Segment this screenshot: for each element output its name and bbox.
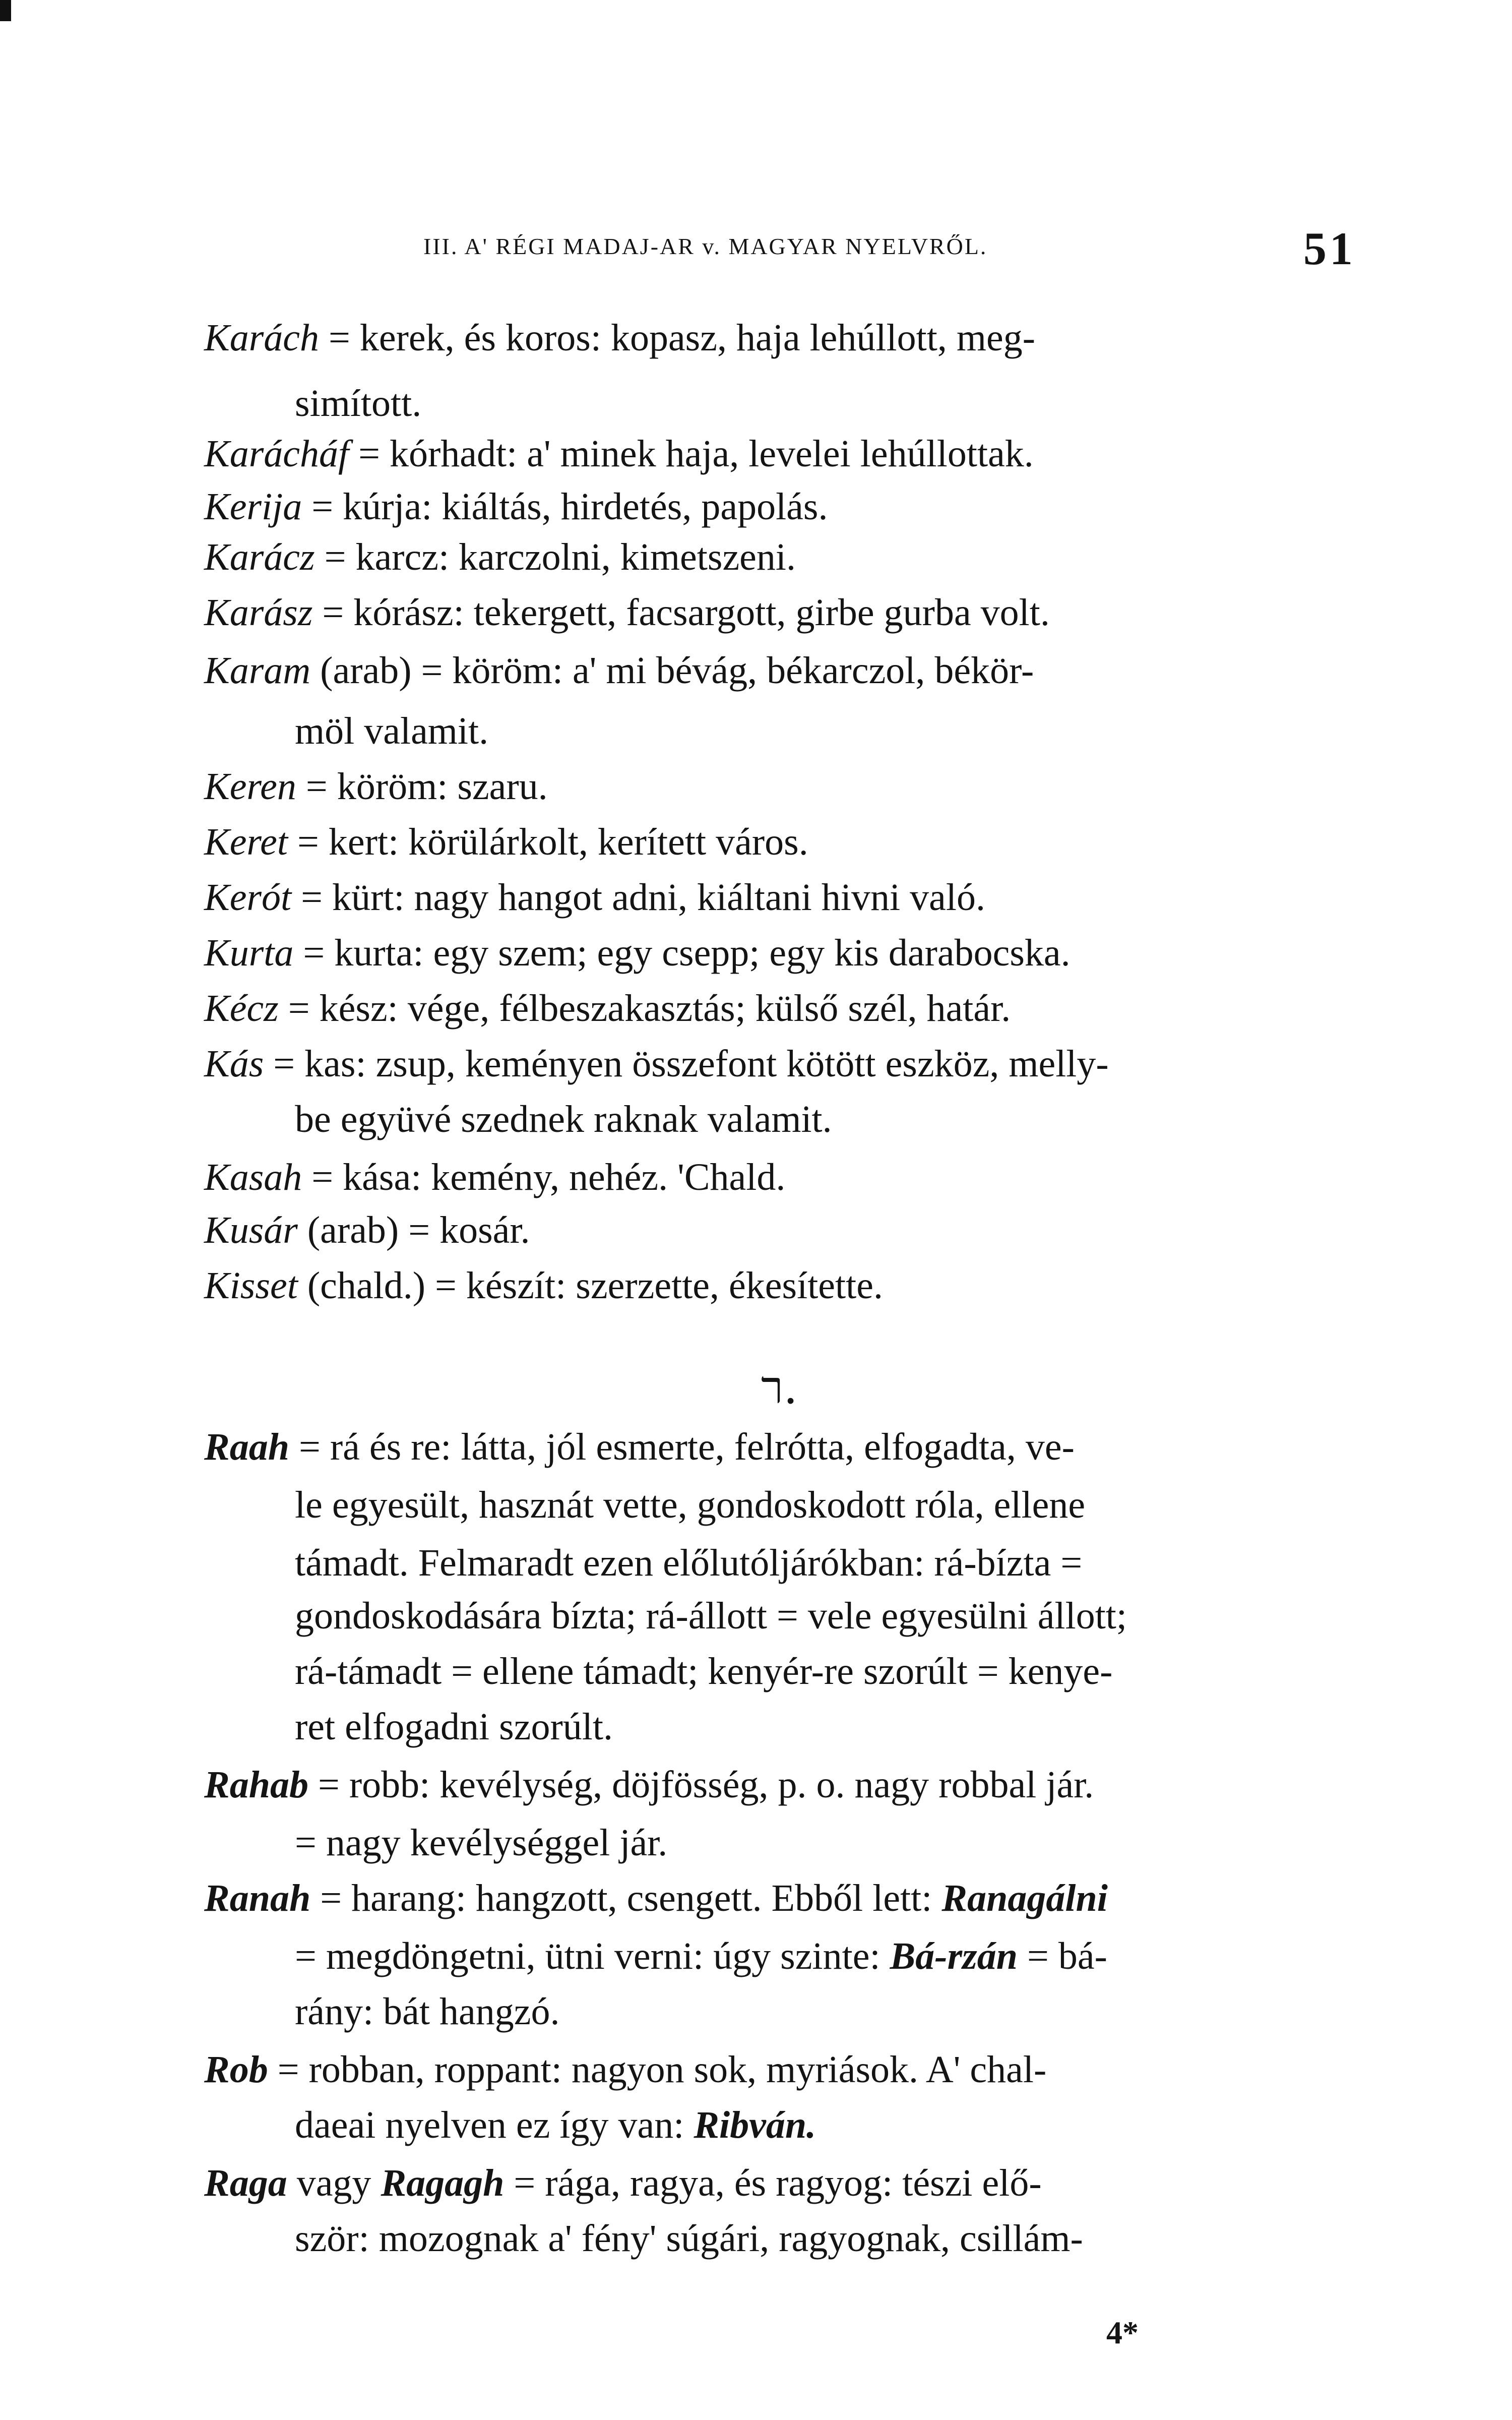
headword: Kurta: [204, 932, 294, 974]
text-line: [295, 1646, 1112, 1697]
definition-text: le egyesült, hasznát vette, gondoskodott róla, ellene: [295, 1484, 1086, 1526]
headword: Rob: [204, 2048, 268, 2091]
definition-text: = robb: kevélység, döjfösség, p. o. nagy robbal jár.: [308, 1764, 1094, 1806]
text-line: [204, 1260, 883, 1311]
text-line: [204, 2158, 1042, 2208]
text-line: [295, 1818, 667, 1868]
definition-text: = rága, ragya, és ragyog: tészi elő-: [504, 2162, 1042, 2204]
definition-text: ször: mozognak a' fény' súgári, ragyognak, csillám-: [295, 2217, 1083, 2260]
headword: Karász: [204, 591, 313, 634]
text-line: [295, 1094, 832, 1144]
headword: Kás: [204, 1043, 264, 1085]
definition-text: = bá-: [1017, 1935, 1107, 1977]
definition-text: daeai nyelven ez így van:: [295, 2104, 694, 2146]
text-line: [204, 1873, 1108, 1923]
definition-text: = rá és re: látta, jól esmerte, felrótta, elfogadta, ve-: [289, 1426, 1075, 1468]
page-number: 51: [1303, 223, 1356, 274]
text-line: [295, 2100, 816, 2150]
headword: Ranagálni: [941, 1877, 1108, 1919]
headword: Ragagh: [381, 2162, 505, 2204]
running-head: III. A' RÉGI MADAJ-AR v. MAGYAR NYELVRŐL.: [423, 233, 988, 259]
headword: Kerija: [204, 486, 302, 528]
definition-text: = megdöngetni, ütni verni: úgy szinte:: [295, 1935, 890, 1977]
definition-text: = nagy kevélységgel jár.: [295, 1822, 668, 1864]
text-line: [295, 1538, 1082, 1588]
headword: Karam: [204, 649, 311, 692]
text-line: [204, 1760, 1094, 1810]
headword: Kécz: [204, 987, 279, 1030]
definition-text: = kert: körülárkolt, kerített város.: [288, 821, 808, 863]
definition-text: simított.: [295, 382, 422, 425]
text-line: [204, 481, 828, 532]
definition-text: = kása: kemény, nehéz. 'Chald.: [302, 1156, 786, 1198]
scan-corner-mark: [0, 0, 11, 21]
headword: Kerót: [204, 876, 292, 919]
definition-text: möl valamit.: [295, 710, 489, 752]
definition-text: (arab) = kosár.: [297, 1209, 530, 1251]
text-line: [204, 1205, 530, 1255]
text-line: [204, 983, 1011, 1034]
headword: Rahab: [204, 1764, 308, 1806]
headword: Keret: [204, 821, 288, 863]
text-line: [204, 645, 1034, 696]
definition-text: = kész: vége, félbeszakasztás; külső szél, határ.: [278, 987, 1011, 1030]
headword: Karách: [204, 317, 319, 359]
text-line: [295, 1986, 559, 2037]
text-line: [295, 1591, 1127, 1641]
text-line: [204, 872, 985, 923]
text-line: [204, 2044, 1046, 2095]
definition-text: gondoskodására bízta; rá-állott = vele egyesülni állott;: [295, 1595, 1127, 1637]
headword: Kasah: [204, 1156, 302, 1198]
definition-text: = kerek, és koros: kopasz, haja lehúllott, meg-: [319, 317, 1036, 359]
text-line: [204, 313, 1035, 363]
headword: Raga: [204, 2162, 287, 2204]
definition-text: = karcz: karczolni, kimetszeni.: [314, 536, 796, 578]
definition-text: rá-támadt = ellene támadt; kenyér-re szorúlt = kenye-: [295, 1650, 1113, 1692]
text-line: [204, 429, 1034, 479]
headword: Ranah: [204, 1877, 311, 1919]
definition-text: ret elfogadni szorúlt.: [295, 1706, 613, 1748]
text-line: [295, 1480, 1085, 1530]
text-line: [295, 1702, 613, 1752]
definition-text: = kas: zsup, keményen összefont kötött eszköz, melly-: [264, 1043, 1109, 1085]
text-line: [204, 1039, 1109, 1089]
headword: Karácz: [204, 536, 315, 578]
definition-text: = kórász: tekergett, facsargott, girbe gurba volt.: [312, 591, 1050, 634]
text-line: [295, 1931, 1107, 1981]
definition-text: támadt. Felmaradt ezen előlutóljárókban: rá-bízta =: [295, 1542, 1083, 1584]
definition-text: = kúrja: kiáltás, hirdetés, papolás.: [302, 486, 828, 528]
text-line: [204, 532, 796, 582]
definition-text: vagy: [287, 2162, 381, 2204]
text-line: [295, 2213, 1083, 2264]
definition-text: = köröm: szaru.: [296, 765, 548, 808]
section-letter-resh: ר.: [761, 1361, 798, 1414]
headword: Kusár: [204, 1209, 298, 1251]
text-line: [204, 928, 1070, 978]
definition-text: = kurta: egy szem; egy csepp; egy kis darabocska.: [293, 932, 1070, 974]
headword: Raah: [204, 1426, 289, 1468]
text-line: [204, 587, 1050, 638]
definition-text: (chald.) = készít: szerzette, ékesítette.: [297, 1264, 884, 1307]
definition-text: rány: bát hangzó.: [295, 1990, 560, 2033]
definition-text: = kürt: nagy hangot adni, kiáltani hivni való.: [291, 876, 985, 919]
text-line: [204, 761, 548, 812]
headword: Ribván.: [694, 2104, 816, 2146]
headword: Keren: [204, 765, 296, 808]
headword: Kisset: [204, 1264, 298, 1307]
text-line: [204, 1422, 1075, 1472]
text-line: [295, 706, 488, 756]
signature-mark: 4*: [1106, 2315, 1139, 2350]
text-line: [204, 817, 808, 867]
headword: Karácháf: [204, 433, 349, 475]
definition-text: = kórhadt: a' minek haja, levelei lehúllottak.: [349, 433, 1034, 475]
text-line: [204, 1152, 785, 1202]
definition-text: = harang: hangzott, csengett. Ebből lett:: [310, 1877, 942, 1919]
headword: Bá-rzán: [890, 1935, 1018, 1977]
page-header: [423, 222, 1356, 282]
definition-text: be együvé szednek raknak valamit.: [295, 1098, 832, 1140]
definition-text: (arab) = köröm: a' mi bévág, békarczol, békör-: [310, 649, 1034, 692]
definition-text: = robban, roppant: nagyon sok, myriások. A' chal-: [268, 2048, 1047, 2091]
text-line: [295, 378, 421, 429]
